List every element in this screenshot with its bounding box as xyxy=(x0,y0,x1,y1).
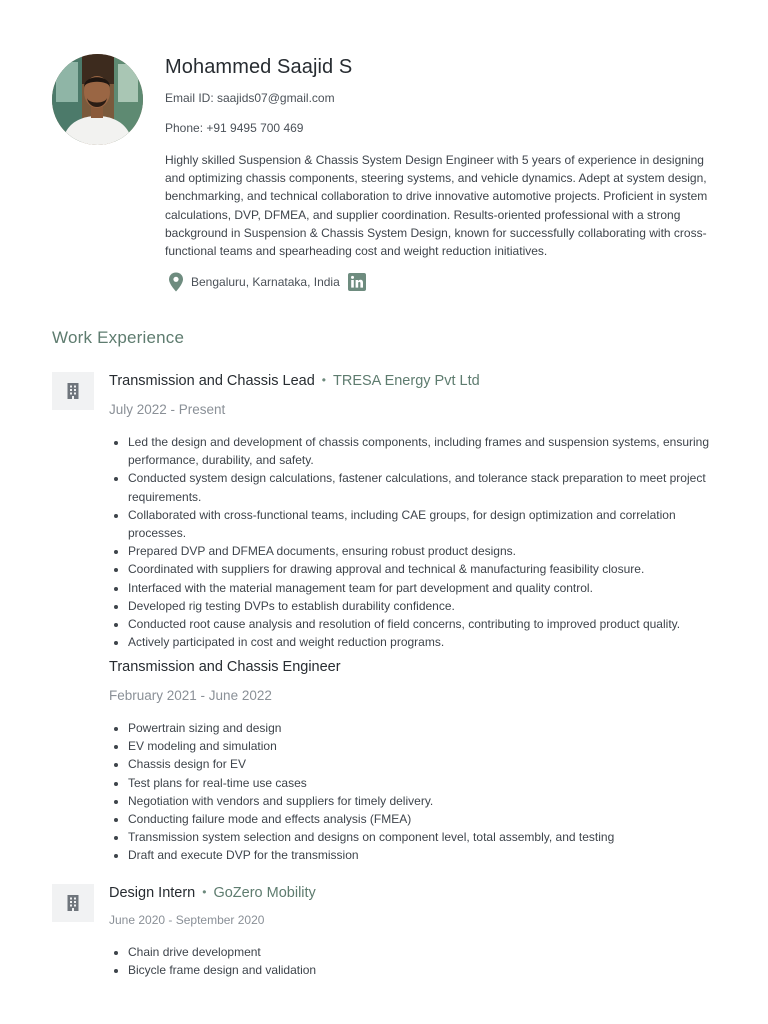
job-bullets-3 xyxy=(110,943,728,979)
list-item: • Actively participated in cost and weight reduction programs. xyxy=(128,633,728,651)
job-role: Transmission and Chassis Engineer xyxy=(109,659,341,675)
list-item: • Chassis design for EV xyxy=(128,755,728,773)
profile-photo xyxy=(52,54,143,145)
list-item: • Bicycle frame design and validation xyxy=(128,961,728,979)
job-role: Transmission and Chassis Lead xyxy=(109,373,315,389)
list-item: • Developed rig testing DVPs to establish durability confidence. xyxy=(128,597,728,615)
list-item: • Draft and execute DVP for the transmission xyxy=(128,846,728,864)
list-item: • Chain drive development xyxy=(128,943,728,961)
job-title-1 xyxy=(109,373,480,389)
list-item: • Prepared DVP and DFMEA documents, ensuring robust product designs. xyxy=(128,542,728,560)
list-item: • Test plans for real-time use cases xyxy=(128,774,728,792)
list-item: • Powertrain sizing and design xyxy=(128,719,728,737)
job-role: Design Intern xyxy=(109,885,196,901)
list-item: • EV modeling and simulation xyxy=(128,737,728,755)
candidate-name: Mohammed Saajid S xyxy=(165,56,353,78)
job-dates: February 2021 - June 2022 xyxy=(109,688,272,703)
separator-dot: • xyxy=(202,885,207,899)
building-icon xyxy=(52,884,94,922)
list-item: • Conducted system design calculations, fastener calculations, and tolerance stack preparation to meet project requirements. xyxy=(128,469,728,505)
email-text: Email ID: saajids07@gmail.com xyxy=(165,91,335,105)
company-name: GoZero Mobility xyxy=(213,885,316,901)
job-dates: June 2020 - September 2020 xyxy=(109,913,265,927)
linkedin-icon[interactable] xyxy=(348,273,366,291)
list-item: • Interfaced with the material management team for part development and quality control. xyxy=(128,579,728,597)
list-item: • Conducting failure mode and effects analysis (FMEA) xyxy=(128,810,728,828)
phone-text: Phone: +91 9495 700 469 xyxy=(165,121,304,135)
job-dates: July 2022 - Present xyxy=(109,402,226,417)
location-row xyxy=(168,272,366,292)
map-pin-icon xyxy=(168,272,184,292)
list-item: • Led the design and development of chassis components, including frames and suspension systems, ensuring performance, durability, and safety. xyxy=(128,433,728,469)
list-item: • Negotiation with vendors and suppliers for timely delivery. xyxy=(128,792,728,810)
separator-dot: • xyxy=(321,373,326,387)
company-name: TRESA Energy Pvt Ltd xyxy=(333,373,480,389)
list-item: • Coordinated with suppliers for drawing approval and technical & manufacturing feasibility closure. xyxy=(128,560,728,578)
list-item: • Transmission system selection and designs on component level, total assembly, and testing xyxy=(128,828,728,846)
building-icon xyxy=(52,372,94,410)
job-bullets-2 xyxy=(110,719,728,865)
job-title-3 xyxy=(109,885,316,901)
list-item: • Conducted root cause analysis and resolution of field concerns, contributing to improved product quality. xyxy=(128,615,728,633)
work-experience-heading: Work Experience xyxy=(52,328,185,347)
job-title-2 xyxy=(109,659,341,675)
location-text: Bengaluru, Karnataka, India xyxy=(191,275,340,289)
profile-summary: Highly skilled Suspension & Chassis System Design Engineer with 5 years of experience in designing and optimizing chassis components, steering systems, and vehicle dynamics. Adept at system design, benchmarking, and technical collaboration to drive innovative automotive projects. Proficient in system calculations, DVP, DFMEA, and supplier coordination. Results-oriented professional with a strong background in Suspension & Chassis System Design, known for successfully collaborating with cross-functional teams and spearheading cost and weight reduction initiatives. xyxy=(165,153,708,259)
list-item: • Collaborated with cross-functional teams, including CAE groups, for design optimization and correlation processes. xyxy=(128,506,728,542)
job-bullets-1 xyxy=(110,433,728,651)
